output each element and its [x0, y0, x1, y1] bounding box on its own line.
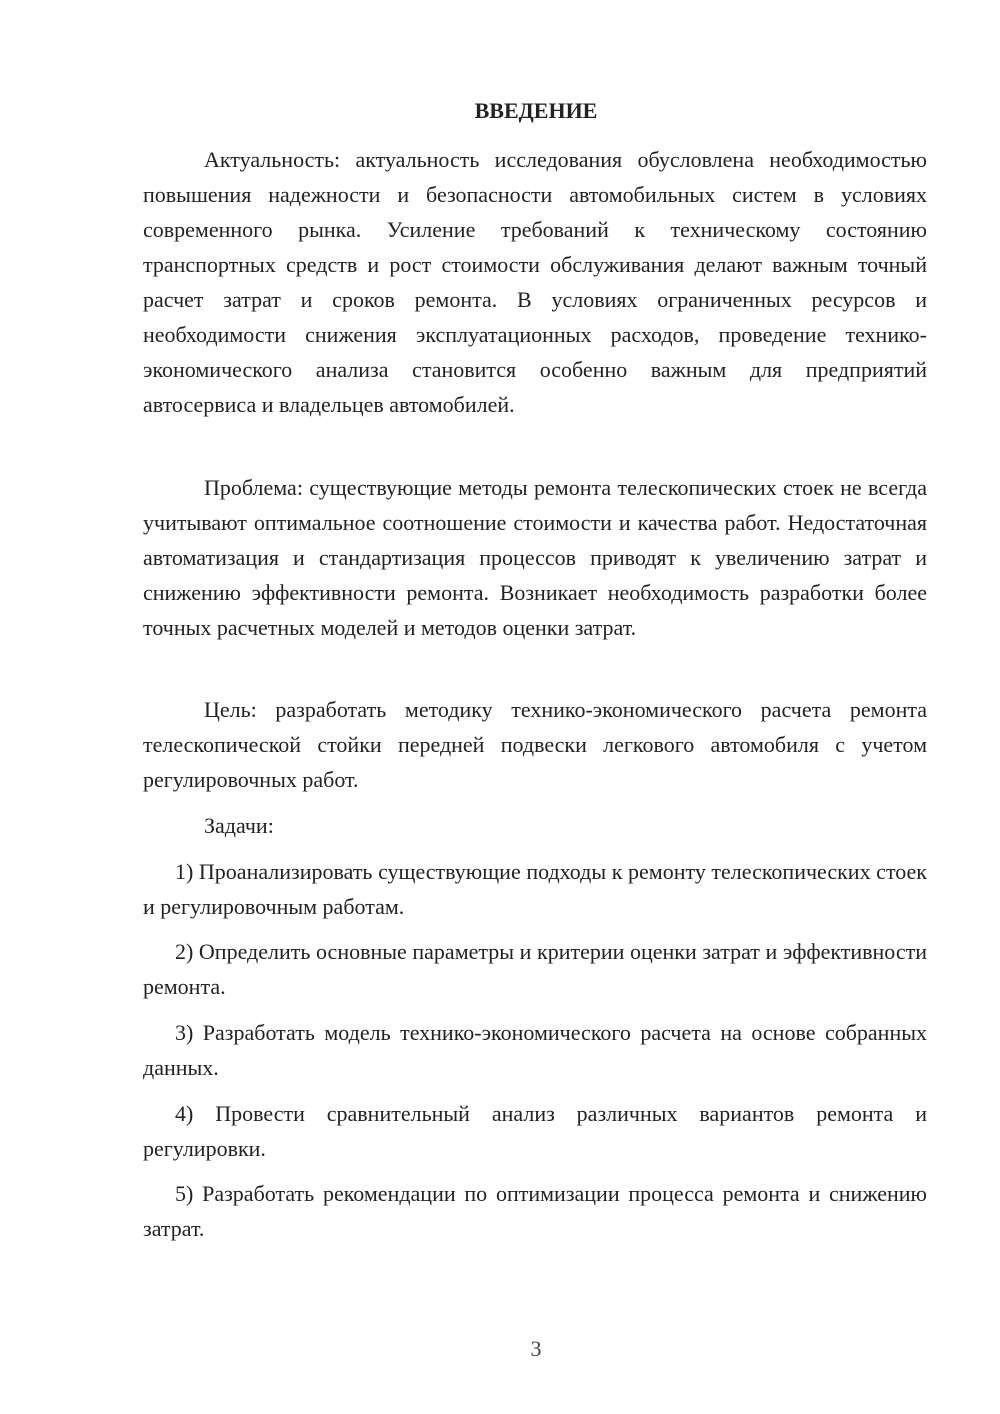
goal-block	[143, 692, 927, 797]
task-text: 1) Проанализировать существующие подходы к ремонту телескопических стоек и регулировочным работам.	[143, 859, 927, 919]
tasks-label: Задачи:	[204, 813, 274, 838]
task-item-4	[143, 1096, 927, 1166]
task-item-2	[143, 934, 927, 1004]
task-item-5	[143, 1176, 927, 1246]
problem-block	[143, 470, 927, 645]
task-item-3	[143, 1015, 927, 1085]
relevance-paragraph: Актуальность: актуальность исследования обусловлена необходимостью повышения надежности и безопасности автомобильных систем в условиях современного рынка. Усиление требований к техническому состоянию транспортных средств и рост стоимости обслуживания делают важным точный расчет затрат и сроков ремонта. В условиях ограниченных ресурсов и необходимости снижения эксплуатационных расходов, проведение технико-экономического анализа становится особенно важным для предприятий автосервиса и владельцев автомобилей.	[143, 147, 927, 417]
problem-paragraph: Проблема: существующие методы ремонта телескопических стоек не всегда учитывают оптимальное соотношение стоимости и качества работ. Недостаточная автоматизация и стандартизация процессов приводят к увеличению затрат и снижению эффективности ремонта. Возникает необходимость разработки более точных расчетных моделей и методов оценки затрат.	[143, 475, 927, 640]
task-text: 2) Определить основные параметры и критерии оценки затрат и эффективности ремонта.	[143, 939, 927, 999]
task-text: 5) Разработать рекомендации по оптимизации процесса ремонта и снижению затрат.	[143, 1181, 927, 1241]
task-text: 3) Разработать модель технико-экономического расчета на основе собранных данных.	[143, 1020, 927, 1080]
task-text: 4) Провести сравнительный анализ различных вариантов ремонта и регулировки.	[143, 1101, 927, 1161]
goal-paragraph: Цель: разработать методику технико-экономического расчета ремонта телескопической стойки передней подвески легкового автомобиля с учетом регулировочных работ.	[143, 697, 927, 792]
section-heading: ВВЕДЕНИЕ	[474, 98, 598, 123]
task-item-1	[143, 854, 927, 924]
tasks-label-block	[143, 808, 927, 843]
relevance-block	[143, 142, 927, 422]
page-number: 3	[530, 1336, 542, 1361]
